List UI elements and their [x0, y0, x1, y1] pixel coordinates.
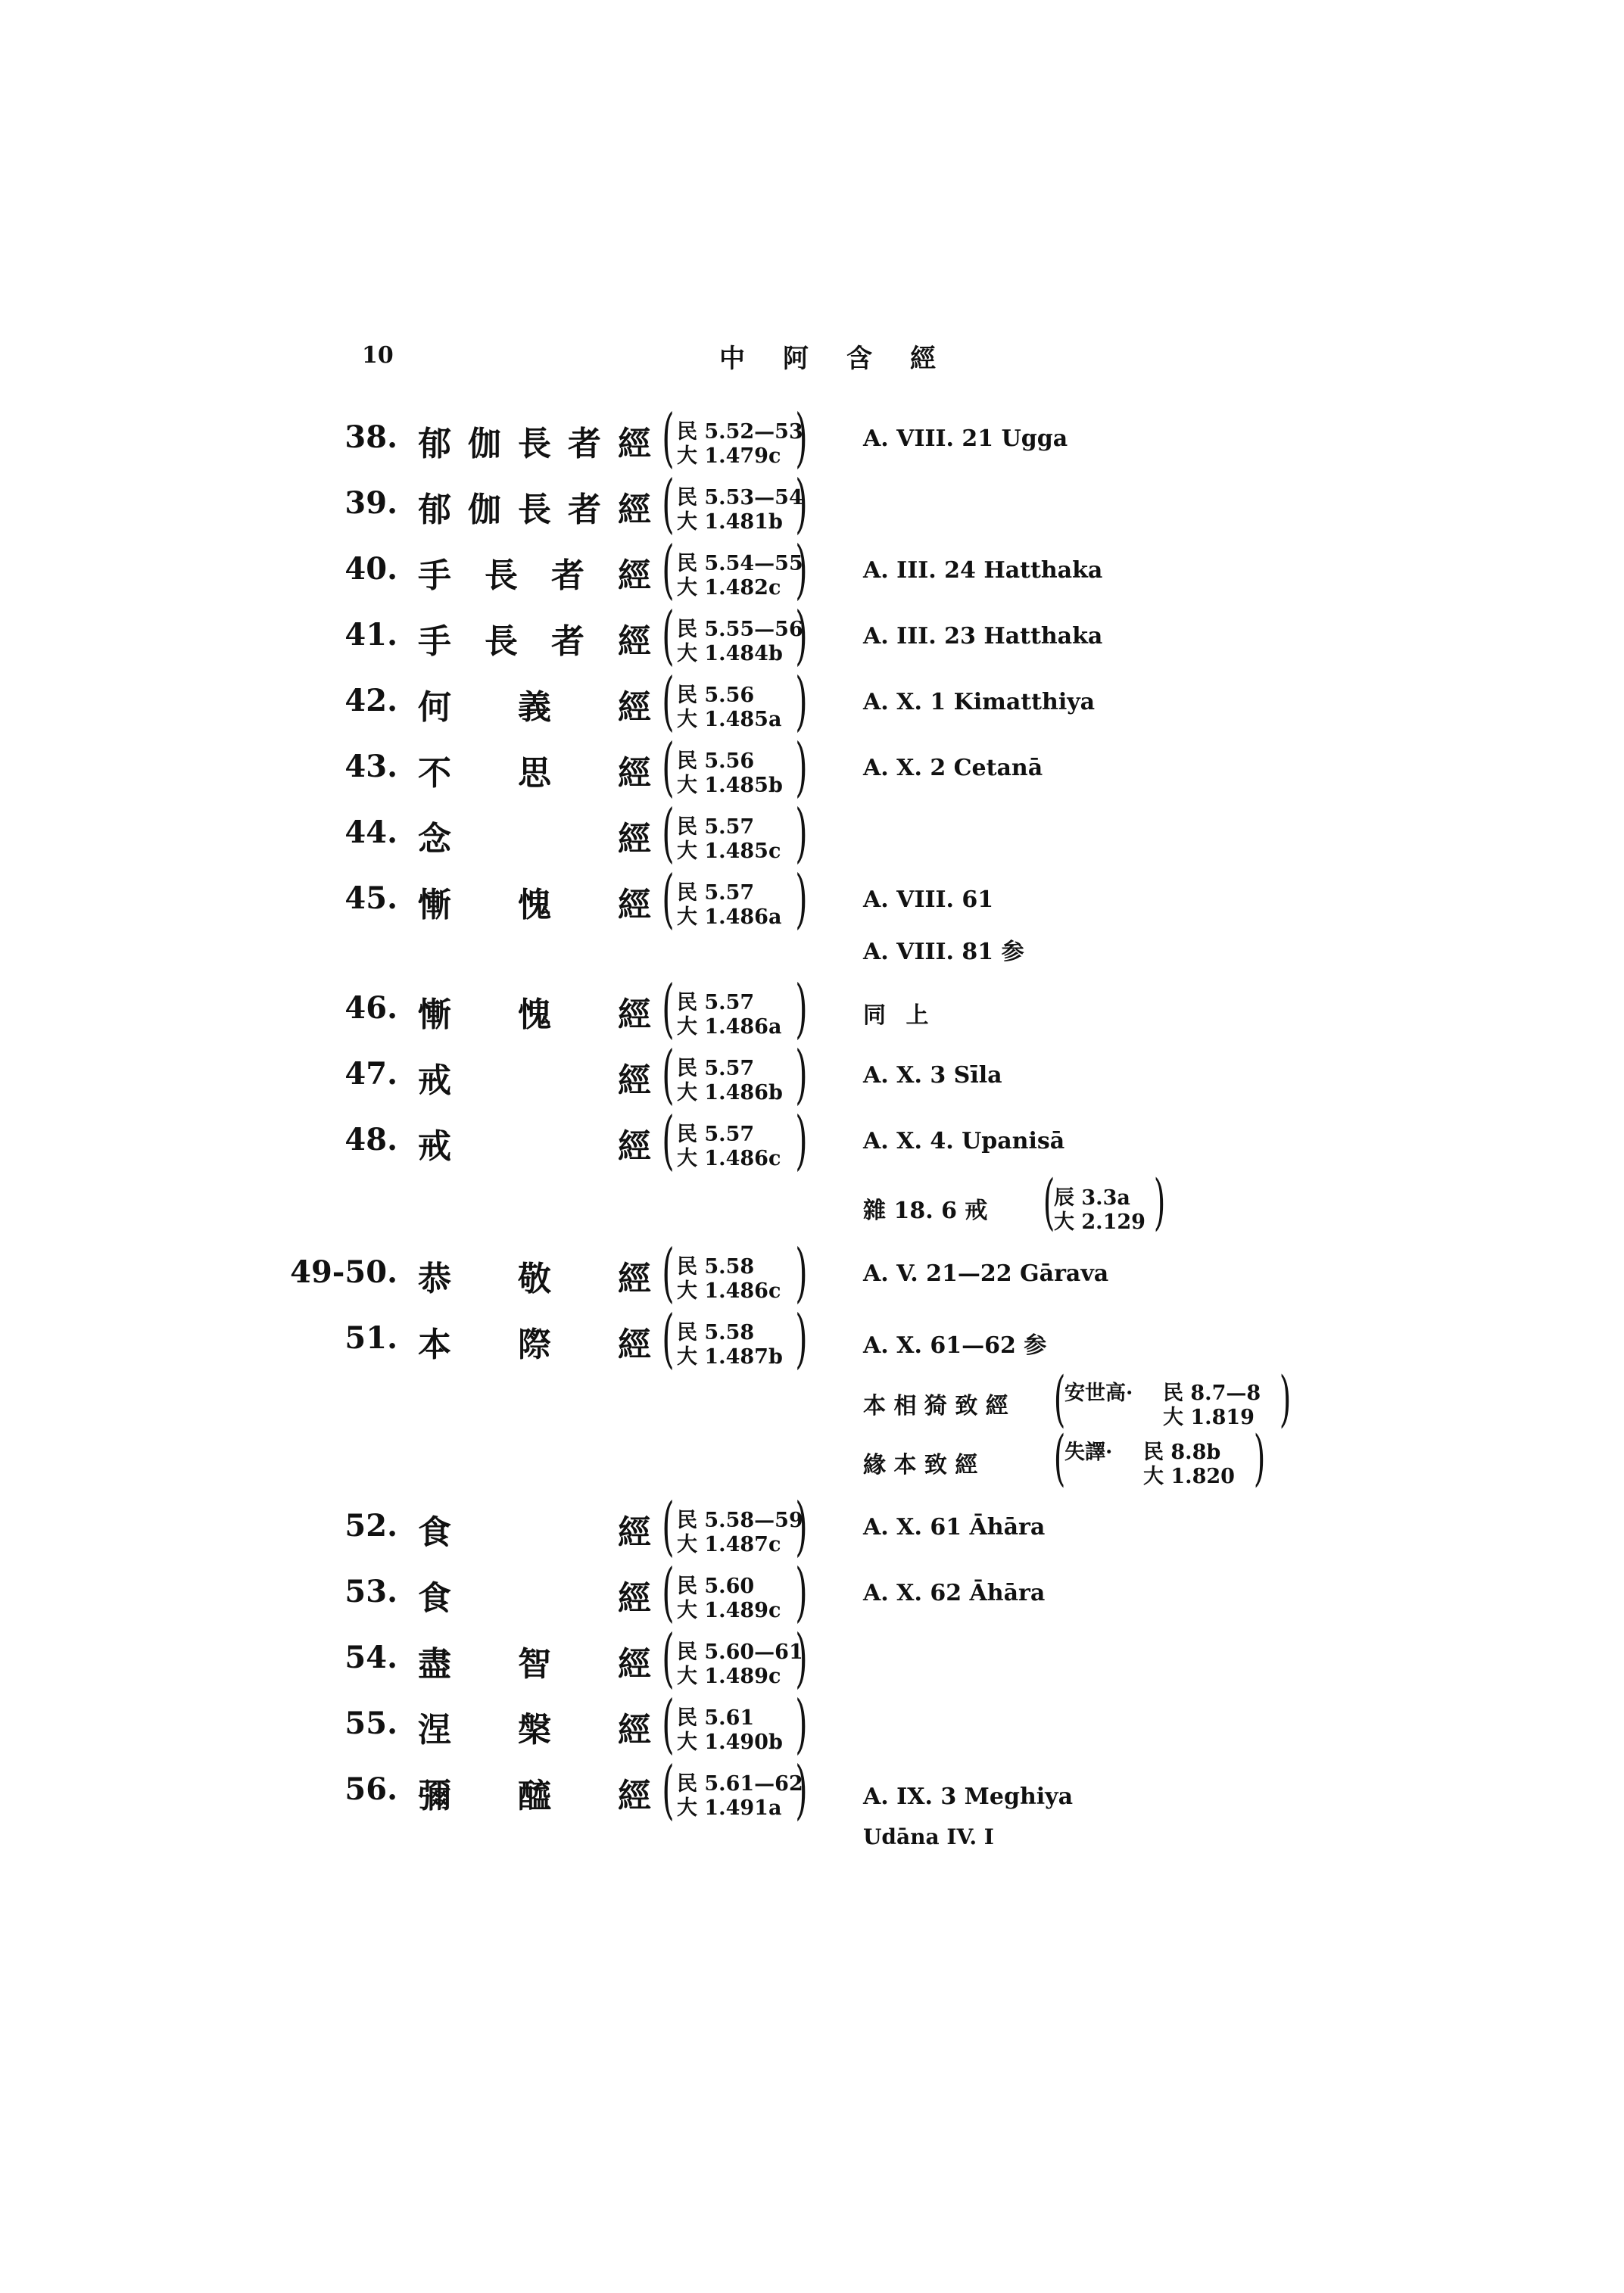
- pali-parallel: A. X. 61 Āhāra: [863, 1514, 1046, 1541]
- page-number: 10: [362, 342, 394, 369]
- title-char: 經: [618, 820, 651, 858]
- title-char: 長: [518, 425, 551, 463]
- title-char: 涅: [418, 1711, 451, 1749]
- sutra-entry: 45. 慚 愧 經 ( 民 5.57 大 1.486a ) A. VIII. 61: [344, 861, 994, 936]
- pali-parallel: A. VIII. 61: [863, 886, 994, 913]
- title-char: 彌: [418, 1777, 451, 1815]
- title-char: 愧: [518, 886, 551, 924]
- sutra-entry: 53. 食 經 ( 民 5.60 大 1.489c ) A. X. 62 Āhāra: [344, 1555, 1046, 1629]
- title-char: 不: [418, 754, 451, 793]
- sutra-entry: 56. 彌 醯 經 ( 民 5.61—62 大 1.491a ) A. IX. 3 Meghiya: [344, 1752, 1074, 1827]
- sutra-entry: 41. 手 長 者 經 ( 民 5.55—56 大 1.484b ) A. III. 23 Hatthaka: [344, 598, 1103, 672]
- title-char: 慚: [418, 886, 451, 924]
- title-char: 者: [551, 556, 584, 595]
- title-char: 食: [418, 1513, 451, 1552]
- entry-number: 54.: [344, 1640, 397, 1675]
- sutra-entry: 46. 慚 愧 經 ( 民 5.57 大 1.486a ) 同 上: [344, 971, 935, 1045]
- sutra-entry: 54. 盡 智 經 ( 民 5.60—61 大 1.489c ): [344, 1621, 808, 1695]
- cross-reference: 緣 本 致 經 ( 失譯· 民 8.8b 大 1.820 ): [863, 1422, 1266, 1493]
- title-char: 經: [618, 1645, 651, 1684]
- title-char: 念: [418, 820, 451, 858]
- entry-number: 56.: [344, 1771, 397, 1807]
- entry-number: 45.: [344, 880, 397, 916]
- title-char: 長: [485, 622, 518, 661]
- title-char: 際: [518, 1326, 551, 1364]
- sutra-entry: 38. 郁 伽 長 者 經 ( 民 5.52—53 大 1.479c ) A. VIII. 21 Ugga: [344, 400, 1068, 475]
- title-char: 長: [485, 556, 518, 595]
- title-char: 伽: [468, 491, 501, 529]
- title-char: 經: [618, 1777, 651, 1815]
- entry-number: 53.: [344, 1574, 397, 1609]
- entry-number: 49-50.: [290, 1254, 397, 1290]
- entry-number: 52.: [344, 1508, 397, 1544]
- entry-number: 47.: [344, 1056, 397, 1092]
- entry-number: 44.: [344, 815, 397, 850]
- pali-parallel-extra: Udāna IV. I: [863, 1824, 994, 1849]
- pali-parallel-extra: A. VIII. 81 参: [863, 939, 1024, 965]
- sutra-entry: 40. 手 長 者 經 ( 民 5.54—55 大 1.482c ) A. III. 24 Hatthaka: [344, 532, 1103, 606]
- pali-parallel: A. III. 24 Hatthaka: [863, 557, 1103, 584]
- entry-number: 43.: [344, 749, 397, 784]
- entry-number: 41.: [344, 617, 397, 653]
- title-char: 食: [418, 1579, 451, 1618]
- entry-number: 55.: [344, 1706, 397, 1741]
- title-char: 經: [618, 425, 651, 463]
- title-char: 經: [618, 1260, 651, 1298]
- entry-number: 38.: [344, 419, 397, 455]
- sutra-entry: 39. 郁 伽 長 者 經 ( 民 5.53—54 大 1.481b ): [344, 466, 808, 541]
- entry-number: 39.: [344, 485, 397, 521]
- sutra-entry: 43. 不 思 經 ( 民 5.56 大 1.485b ) A. X. 2 Cetanā: [344, 730, 1043, 804]
- title-char: 經: [618, 622, 651, 661]
- title-char: 智: [518, 1645, 551, 1684]
- title-char: 盡: [418, 1645, 451, 1684]
- pali-parallel: A. X. 62 Āhāra: [863, 1580, 1046, 1606]
- pali-parallel: A. VIII. 21 Ugga: [863, 425, 1068, 452]
- title-char: 經: [618, 1127, 651, 1166]
- entry-number: 42.: [344, 683, 397, 718]
- pali-parallel: A. X. 4. Upanisā: [863, 1128, 1065, 1154]
- title-char: 經: [618, 491, 651, 529]
- title-char: 經: [618, 556, 651, 595]
- entry-number: 46.: [344, 990, 397, 1026]
- title-char: 者: [568, 491, 601, 529]
- title-char: 郁: [418, 491, 451, 529]
- title-char: 槃: [518, 1711, 551, 1749]
- title-char: 經: [618, 688, 651, 727]
- title-char: 本: [418, 1326, 451, 1364]
- title-char: 經: [618, 754, 651, 793]
- sutra-entry: 42. 何 義 經 ( 民 5.56 大 1.485a ) A. X. 1 Kimatthiya: [344, 664, 1096, 738]
- title-char: 愧: [518, 995, 551, 1034]
- title-char: 何: [418, 688, 451, 727]
- title-char: 郁: [418, 425, 451, 463]
- title-char: 醯: [518, 1777, 551, 1815]
- pali-parallel: A. X. 2 Cetanā: [863, 755, 1043, 781]
- title-char: 經: [618, 1326, 651, 1364]
- title-char: 經: [618, 1711, 651, 1749]
- title-char: 經: [618, 995, 651, 1034]
- sutra-entry: 51. 本 際 經 ( 民 5.58 大 1.487b ) A. X. 61—62 参: [344, 1301, 1047, 1375]
- pali-parallel: A. X. 3 Sīla: [863, 1062, 1002, 1089]
- entry-number: 40.: [344, 551, 397, 587]
- title-char: 慚: [418, 995, 451, 1034]
- title-char: 戒: [418, 1127, 451, 1166]
- pali-parallel: A. IX. 3 Meghiya: [863, 1784, 1074, 1810]
- title-char: 經: [618, 1061, 651, 1100]
- pali-parallel: A. V. 21—22 Gārava: [863, 1260, 1109, 1287]
- title-char: 手: [418, 622, 451, 661]
- title-char: 伽: [468, 425, 501, 463]
- title-char: 經: [618, 1513, 651, 1552]
- title-char: 長: [518, 491, 551, 529]
- title-char: 思: [518, 754, 551, 793]
- sutra-entry: 52. 食 經 ( 民 5.58—59 大 1.487c ) A. X. 61 Āhāra: [344, 1489, 1046, 1563]
- title-char: 恭: [418, 1260, 451, 1298]
- cross-reference: 本 相 猗 致 經 ( 安世高· 民 8.7—8 大 1.819 ): [863, 1363, 1292, 1434]
- sutra-entry: 49-50. 恭 敬 經 ( 民 5.58 大 1.486c ) A. V. 21—22 Gārava: [290, 1235, 1109, 1310]
- pali-parallel: 同 上: [863, 1002, 935, 1029]
- sutra-entry: 44. 念 經 ( 民 5.57 大 1.485c ): [344, 796, 808, 870]
- title-char: 敬: [518, 1260, 551, 1298]
- title-char: 者: [568, 425, 601, 463]
- sutra-entry: 55. 涅 槃 經 ( 民 5.61 大 1.490b ): [344, 1687, 808, 1761]
- title-char: 義: [518, 688, 551, 727]
- sutra-entry: 48. 戒 經 ( 民 5.57 大 1.486c ) A. X. 4. Upanisā: [344, 1103, 1065, 1177]
- title-char: 經: [618, 886, 651, 924]
- cross-reference: 雜 18. 6 戒 ( 辰 3.3a 大 2.129 ): [863, 1167, 1166, 1237]
- pali-parallel: A. X. 61—62 参: [863, 1332, 1047, 1359]
- title-char: 經: [618, 1579, 651, 1618]
- running-title: 中阿含經: [719, 344, 974, 374]
- entry-number: 48.: [344, 1122, 397, 1157]
- entry-number: 51.: [344, 1320, 397, 1356]
- sutra-entry: 47. 戒 經 ( 民 5.57 大 1.486b ) A. X. 3 Sīla: [344, 1037, 1002, 1111]
- pali-parallel: A. III. 23 Hatthaka: [863, 623, 1103, 650]
- title-char: 手: [418, 556, 451, 595]
- title-char: 戒: [418, 1061, 451, 1100]
- pali-parallel: A. X. 1 Kimatthiya: [863, 689, 1096, 715]
- title-char: 者: [551, 622, 584, 661]
